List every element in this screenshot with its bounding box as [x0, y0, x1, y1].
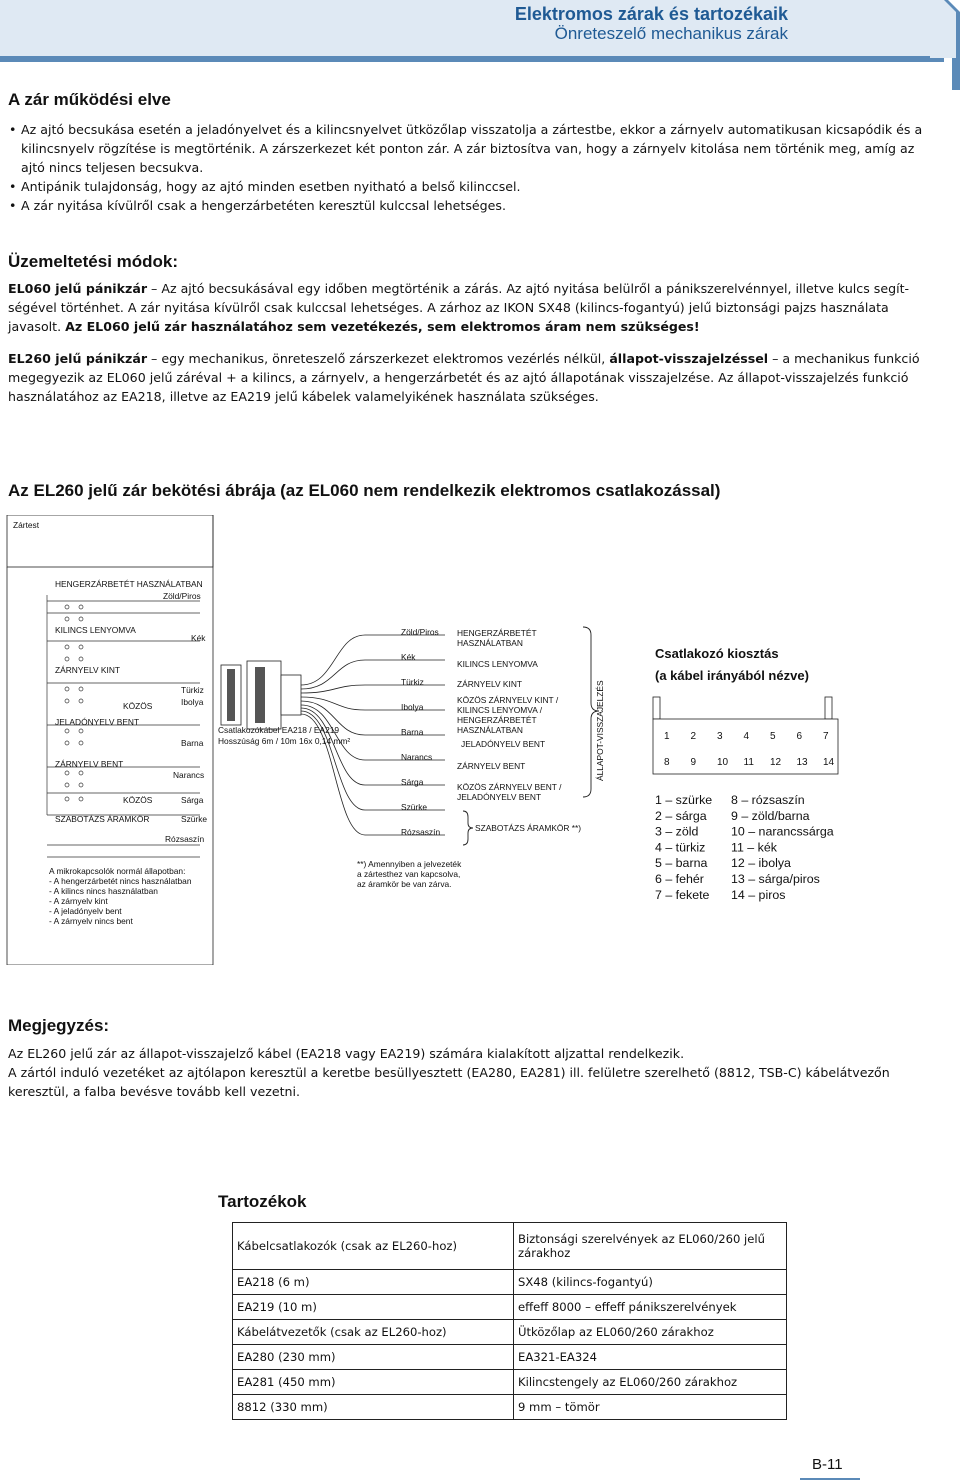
status-label: HASZNÁLATBAN	[457, 725, 523, 735]
wire-color-label: Sárga	[401, 777, 424, 787]
pin-color-entry: 7 – fekete	[655, 887, 710, 902]
accessory-cell-right: EA321-EA324	[514, 1345, 787, 1370]
note-line: - A jeladónyelv bent	[49, 906, 122, 916]
pinout-subtitle: (a kábel irányából nézve)	[655, 668, 809, 683]
header-band	[0, 0, 944, 56]
accessory-cell-left: EA280 (230 mm)	[233, 1345, 514, 1370]
pin-color-entry: 4 – türkiz	[655, 840, 706, 855]
accessory-cell-left: EA218 (6 m)	[233, 1270, 514, 1295]
status-feedback-vertical-label: ÁLLAPOT-VISSZAJELZÉS	[595, 680, 605, 781]
pin-number: 10	[717, 757, 729, 768]
bullet-item: • Antipánik tulajdonság, hogy az ajtó minden esetben nyitható a belső kilinccsel.	[8, 177, 928, 196]
label-narancs: Narancs	[173, 770, 205, 780]
wire-color-label: Barna	[401, 727, 424, 737]
note-line: - A kilincs nincs használatban	[49, 886, 158, 896]
accessory-cell-right: Biztonsági szerelvények az EL060/260 jelű zárakhoz	[514, 1223, 787, 1270]
wire-color-label: Rózsaszín	[401, 827, 441, 837]
status-label: HENGERZÁRBETÉT	[457, 715, 537, 725]
status-label: ZÁRNYELV BENT	[457, 761, 526, 771]
modes-paragraph-el060	[8, 279, 928, 336]
header-rule	[0, 56, 944, 62]
label-ibolya: Ibolya	[181, 697, 204, 707]
pin-number: 3	[717, 731, 723, 742]
pinout-title: Csatlakozó kiosztás	[655, 646, 779, 661]
lock-body-label: Zártest	[13, 520, 40, 530]
pin-color-entry: 2 – sárga	[655, 808, 707, 823]
pin-number: 9	[690, 757, 697, 768]
label-kozos-2: KÖZÖS	[123, 795, 153, 805]
accessory-cell-left: EA219 (10 m)	[233, 1295, 514, 1320]
label-zarnyelv-bent: ZÁRNYELV BENT	[55, 759, 124, 769]
pin-number: 8	[664, 757, 670, 768]
tamper-brace	[463, 811, 473, 845]
label-kilincs: KILINCS LENYOMVA	[55, 625, 136, 635]
section-title-accessories: Tartozékok	[218, 1192, 307, 1211]
label-sarga: Sárga	[181, 795, 204, 805]
status-label: JELADÓNYELV BENT	[457, 792, 542, 802]
header-corner-tab	[930, 0, 960, 90]
pin-color-entry: 1 – szürke	[655, 793, 713, 807]
accessory-cell-right: SX48 (kilincs-fogantyú)	[514, 1270, 787, 1295]
note-line: A mikrokapcsolók normál állapotban:	[49, 866, 186, 876]
accessory-cell-right: Ütközőlap az EL060/260 zárakhoz	[514, 1320, 787, 1345]
label-turkiz: Türkiz	[181, 685, 204, 695]
accessory-cell-left: Kábelátvezetők (csak az EL260-hoz)	[233, 1320, 514, 1345]
bullet-item: • A zár nyitása kívülről csak a hengerzárbetéten keresztül kulccsal lehetséges.	[8, 196, 928, 215]
status-label: KÖZÖS ZÁRNYELV BENT /	[457, 782, 562, 792]
accessory-cell-right: 9 mm – tömör	[514, 1395, 787, 1420]
label-jeladonyelv: JELADÓNYELV BENT	[55, 717, 140, 727]
pin-number: 6	[796, 731, 803, 742]
pin-color-entry: 12 – ibolya	[731, 856, 791, 871]
pin-color-entry: 9 – zöld/barna	[731, 808, 810, 823]
accessory-cell-left: Kábelcsatlakozók (csak az EL260-hoz)	[233, 1223, 514, 1270]
status-label: HENGERZÁRBETÉT	[457, 628, 537, 638]
cable-connector	[221, 661, 301, 729]
pin-color-entry: 3 – zöld	[655, 824, 699, 839]
accessories-row	[233, 1295, 787, 1320]
note-line: - A hengerzárbetét nincs használatban	[49, 876, 192, 886]
pin-color-entry: 13 – sárga/piros	[731, 872, 820, 886]
section-title-principle: A zár működési elve	[8, 90, 171, 109]
wire-color-label: Ibolya	[401, 702, 424, 712]
header-subtitle: Önreteszelő mechanikus zárak	[554, 24, 788, 43]
label-hengerzar: HENGERZÁRBETÉT HASZNÁLATBAN	[55, 579, 203, 589]
accessory-cell-left: EA281 (450 mm)	[233, 1370, 514, 1395]
pin-color-entry: 5 – barna	[655, 856, 708, 871]
pin-number: 12	[770, 757, 782, 768]
section-title-modes: Üzemeltetési módok:	[8, 252, 179, 271]
section-title-wiring: Az EL260 jelű zár bekötési ábrája (az EL060 nem rendelkezik elektromos csatlakozással)	[8, 481, 721, 500]
pin-color-entry: 14 – piros	[731, 887, 786, 902]
footnote-line: **) Amennyiben a jelvezeték	[357, 859, 462, 869]
status-label: KILINCS LENYOMVA /	[457, 705, 543, 715]
note-paragraph	[8, 1044, 928, 1101]
accessory-cell-right: Kilincstengely az EL060/260 zárakhoz	[514, 1370, 787, 1395]
label-kek: Kék	[191, 633, 206, 643]
footnote-line: az áramkör be van zárva.	[357, 879, 452, 889]
wire-color-label: Szürke	[401, 802, 428, 812]
pin-number: 5	[770, 731, 776, 742]
page-number-rule	[800, 1478, 860, 1480]
page-number: B-11	[812, 1456, 843, 1473]
note-line-1: Az EL260 jelű zár az állapot-visszajelző kábel (EA218 vagy EA219) számára kialakított aljzattal rendelkezik.	[8, 1046, 685, 1061]
accessories-row	[233, 1370, 787, 1395]
pin-color-legend-right	[731, 793, 834, 902]
el060-text: – Az ajtó becsukásával egy időben megtörténik a zárás. Az ajtó nyitása belülről a pánikszerelvénnyel, illetve kulcs segítségével történhet. A zár nyitása kívülről csak kulccsal lehetséges. A zárhoz az IKON SX48 (kilincs-fogantyú) jelű biztonsági pajzs használata javasolt.	[8, 281, 910, 334]
pin-color-entry: 10 – narancssárga	[731, 824, 834, 839]
cable-name: Csatlakozókábel EA218 / EA219	[218, 725, 340, 735]
accessories-row	[233, 1270, 787, 1295]
pin-number: 7	[823, 731, 829, 742]
note-line: - A zárnyelv kint	[49, 896, 108, 906]
pin-color-entry: 6 – fehér	[655, 872, 704, 886]
label-kozos-1: KÖZÖS	[123, 701, 153, 711]
el060-warning: Az EL060 jelű zár használatához sem vezetékezés, sem elektromos áram nem szükséges!	[65, 319, 700, 334]
wire-color-label: Zöld/Piros	[401, 627, 439, 637]
el260-text-2: – a mechanikus funkció megegyezik az EL060 jelű záréval + a kilincs, a zárnyelv, a hengerzárbetét és az ajtó állapotának visszajelzése. Az állapot-visszajelzés funkció használatához az EA218, illetve az EA219 jelű kábelek valamelyikének használata szükséges.	[8, 351, 920, 404]
pin-number: 4	[743, 731, 750, 742]
el260-text-1: – egy mechanikus, önreteszelő zárszerkezet elektromos vezérlés nélkül,	[147, 351, 610, 366]
el260-lead: EL260 jelű pánikzár	[8, 351, 148, 366]
accessories-row	[233, 1395, 787, 1420]
pin-number: 13	[796, 757, 808, 768]
accessories-row	[233, 1345, 787, 1370]
el060-lead: EL060 jelű pánikzár	[8, 281, 148, 296]
wire-color-label: Türkiz	[401, 677, 424, 687]
principle-bullets	[8, 120, 928, 215]
pin-color-legend-left	[655, 793, 712, 902]
pin-color-entry: 8 – rózsaszín	[731, 793, 805, 807]
label-barna: Barna	[181, 738, 204, 748]
wire-color-label: Kék	[401, 652, 416, 662]
pin-number: 14	[823, 757, 835, 768]
accessory-cell-left: 8812 (330 mm)	[233, 1395, 514, 1420]
accessory-cell-right: effeff 8000 – effeff pánikszerelvények	[514, 1295, 787, 1320]
wiring-diagram	[5, 515, 955, 965]
el260-bold: állapot-visszajelzéssel	[609, 351, 769, 366]
section-title-note: Megjegyzés:	[8, 1016, 110, 1035]
note-line-2: A zártól induló vezetéket az ajtólapon keresztül a keretbe besüllyesztett (EA280, EA281) ill. felületre szerelhető (8812, TSB-C) kábelátvezőn keresztül, a falba bevésve tovább kell vezetni.	[8, 1065, 890, 1099]
accessories-row	[233, 1320, 787, 1345]
pin-number: 2	[690, 731, 697, 742]
header-title: Elektromos zárak és tartozékaik	[514, 4, 788, 24]
label-szurke: Szürke	[181, 814, 208, 824]
label-rozsaszin: Rózsaszín	[165, 834, 205, 844]
pin-number: 1	[664, 731, 670, 742]
note-line: - A zárnyelv nincs bent	[49, 916, 133, 926]
status-label: KÖZÖS ZÁRNYELV KINT /	[457, 695, 559, 705]
label-zold-piros: Zöld/Piros	[163, 591, 201, 601]
bullet-item: • Az ajtó becsukása esetén a jeladónyelvet és a kilincsnyelvet ütközőlap visszatolja a zártestbe, ekkor a zárnyelv automatikusan kicsapódik és a kilincsnyelv rögzítése is megtörténik. A zárszerkezet két ponton zár. A zár biztosítva van, hogy a zárnyelv kitolása nem történik meg, amíg az ajtó nincs teljesen becsukva.	[8, 120, 928, 177]
accessories-table	[232, 1222, 787, 1420]
pin-color-entry: 11 – kék	[731, 840, 777, 855]
wire-color-label: Narancs	[401, 752, 433, 762]
tamper-circuit-label: SZABOTÁZS ÁRAMKÖR **)	[475, 823, 582, 833]
modes-paragraph-el260	[8, 349, 928, 406]
footnote-line: a zártesthez van kapcsolva,	[357, 869, 461, 879]
status-label: ZÁRNYELV KINT	[457, 679, 522, 689]
label-zarnyelv-kint: ZÁRNYELV KINT	[55, 665, 120, 675]
status-label: JELADÓNYELV BENT	[461, 739, 546, 749]
cable-length: Hosszúság 6m / 10m 16x 0,14 mm²	[218, 736, 351, 746]
status-label: HASZNÁLATBAN	[457, 638, 523, 648]
status-label: KILINCS LENYOMVA	[457, 659, 538, 669]
pin-number: 11	[743, 757, 754, 768]
label-szabotazs: SZABOTÁZS ÁRAMKÖR	[55, 814, 150, 824]
accessories-row	[233, 1223, 787, 1270]
